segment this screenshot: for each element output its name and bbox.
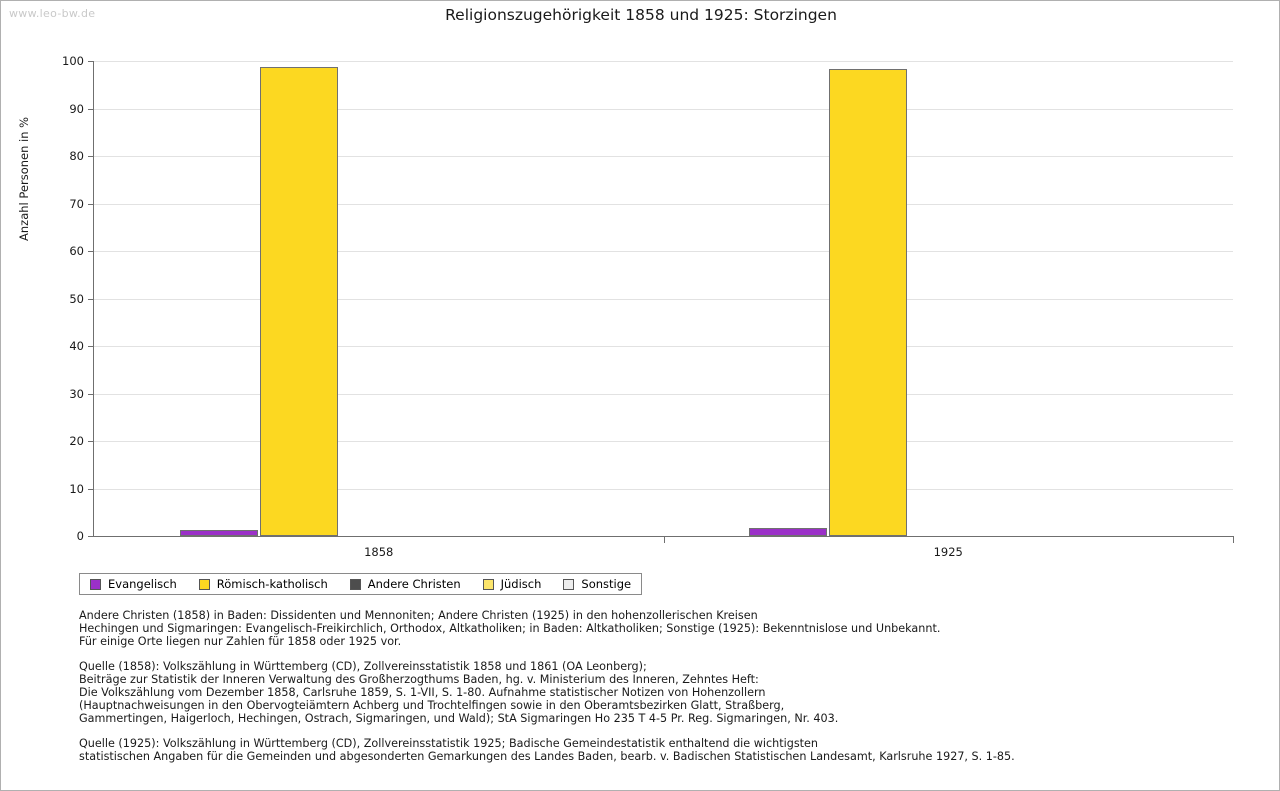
x-axis-tick xyxy=(1233,536,1234,543)
legend-item-label: Andere Christen xyxy=(367,577,461,591)
bar xyxy=(749,528,827,536)
x-axis-tick xyxy=(664,536,665,543)
footnote-line: Für einige Orte liegen nur Zahlen für 1858 oder 1925 vor. xyxy=(79,635,402,649)
plot-area xyxy=(62,54,1233,559)
legend-swatch-icon xyxy=(90,579,101,590)
site-watermark: www.leo-bw.de xyxy=(9,7,96,20)
y-axis-tick-label: 50 xyxy=(69,291,84,306)
y-axis-tick xyxy=(88,251,94,252)
y-axis-tick xyxy=(88,109,94,110)
y-axis-tick xyxy=(88,156,94,157)
x-axis-tick-label: 1925 xyxy=(933,545,963,559)
x-axis-tick-label: 1858 xyxy=(364,545,394,559)
y-axis-tick xyxy=(88,299,94,300)
legend-item[interactable] xyxy=(483,577,542,591)
y-axis-tick-label: 60 xyxy=(69,244,84,258)
y-axis-tick-label: 90 xyxy=(69,101,84,116)
y-axis-tick-label: 20 xyxy=(69,434,84,448)
bar xyxy=(260,67,338,536)
y-axis-tick xyxy=(88,346,94,347)
legend-item[interactable] xyxy=(199,577,328,591)
footnote-block-1 xyxy=(79,609,1229,649)
y-axis-tick-label: 0 xyxy=(76,529,84,543)
legend-swatch-icon xyxy=(199,579,210,590)
y-axis-tick xyxy=(88,489,94,490)
bar xyxy=(829,69,907,536)
legend-item-label: Sonstige xyxy=(581,577,632,591)
legend-item[interactable] xyxy=(563,577,631,591)
chart-legend xyxy=(79,573,642,595)
chart-footnotes xyxy=(79,609,1229,774)
footnote-line: Die Volkszählung vom Dezember 1858, Carlsruhe 1859, S. 1-VII, S. 1-80. Aufnahme statistischer Notizen von Hohenzollern xyxy=(79,686,766,700)
y-axis-tick xyxy=(88,394,94,395)
footnote-block-2 xyxy=(79,660,1229,726)
bar xyxy=(180,530,258,536)
footnote-line: Beiträge zur Statistik der Inneren Verwaltung des Großherzogthums Baden, hg. v. Ministerium des Inneren, Zehntes Heft: xyxy=(79,672,759,686)
y-axis-tick xyxy=(88,204,94,205)
footnote-block-3 xyxy=(79,737,1229,763)
footnote-line: Quelle (1858): Volkszählung in Württemberg (CD), Zollvereinsstatistik 1858 und 1861 (OA Leonberg); xyxy=(79,659,647,673)
legend-item-label: Evangelisch xyxy=(108,577,177,591)
y-axis-tick xyxy=(88,441,94,442)
y-axis-tick-label: 70 xyxy=(69,196,84,211)
y-axis-tick xyxy=(88,536,94,537)
legend-item[interactable] xyxy=(350,577,461,591)
footnote-line: (Hauptnachweisungen in den Obervogteiämtern Achberg und Trochtelfingen sowie in den Oberamtsbezirken Glatt, Straßberg, xyxy=(79,699,785,713)
footnote-line: Quelle (1925): Volkszählung in Württemberg (CD), Zollvereinsstatistik 1925; Badische Gemeindestatistik enthaltend die wichtigsten xyxy=(79,736,819,750)
y-axis-title xyxy=(3,61,31,361)
y-axis-tick-label: 10 xyxy=(69,481,84,496)
chart-title: Religionszugehörigkeit 1858 und 1925: Storzingen xyxy=(445,6,837,24)
gridline xyxy=(94,61,1233,62)
y-axis-tick-label: 100 xyxy=(62,54,84,68)
legend-swatch-icon xyxy=(563,579,574,590)
footnote-line: statistischen Angaben für die Gemeinden und abgesonderten Gemarkungen des Landes Baden, bearb. v. Badischen Statistischen Landesamt, Karlsruhe 1927, S. 1-85. xyxy=(79,749,1015,763)
footnote-line: Gammertingen, Haigerloch, Hechingen, Ostrach, Sigmaringen, und Wald); StA Sigmaringen Ho 235 T 4-5 Pr. Reg. Sigmaringen, Nr. 403. xyxy=(79,712,839,726)
legend-swatch-icon xyxy=(483,579,494,590)
footnote-line: Andere Christen (1858) in Baden: Dissidenten und Mennoniten; Andere Christen (1925) in den hohenzollerischen Kreisen xyxy=(79,609,758,622)
y-axis-tick-label: 80 xyxy=(69,149,84,163)
y-axis-tick-label: 30 xyxy=(69,386,84,401)
y-axis-title-label: Anzahl Personen in % xyxy=(17,116,31,241)
y-axis-tick-label: 40 xyxy=(69,339,84,353)
legend-item-label: Römisch-katholisch xyxy=(216,577,328,591)
legend-item[interactable] xyxy=(90,577,177,591)
y-axis-tick xyxy=(88,61,94,62)
footnote-line: Hechingen und Sigmaringen: Evangelisch-Freikirchlich, Orthodox, Altkatholiken; in Baden: Altkatholiken; Sonstige (1925): Bekenntnislose und Unbekannt. xyxy=(79,622,941,636)
legend-item-label: Jüdisch xyxy=(500,577,542,591)
legend-swatch-icon xyxy=(350,579,361,590)
